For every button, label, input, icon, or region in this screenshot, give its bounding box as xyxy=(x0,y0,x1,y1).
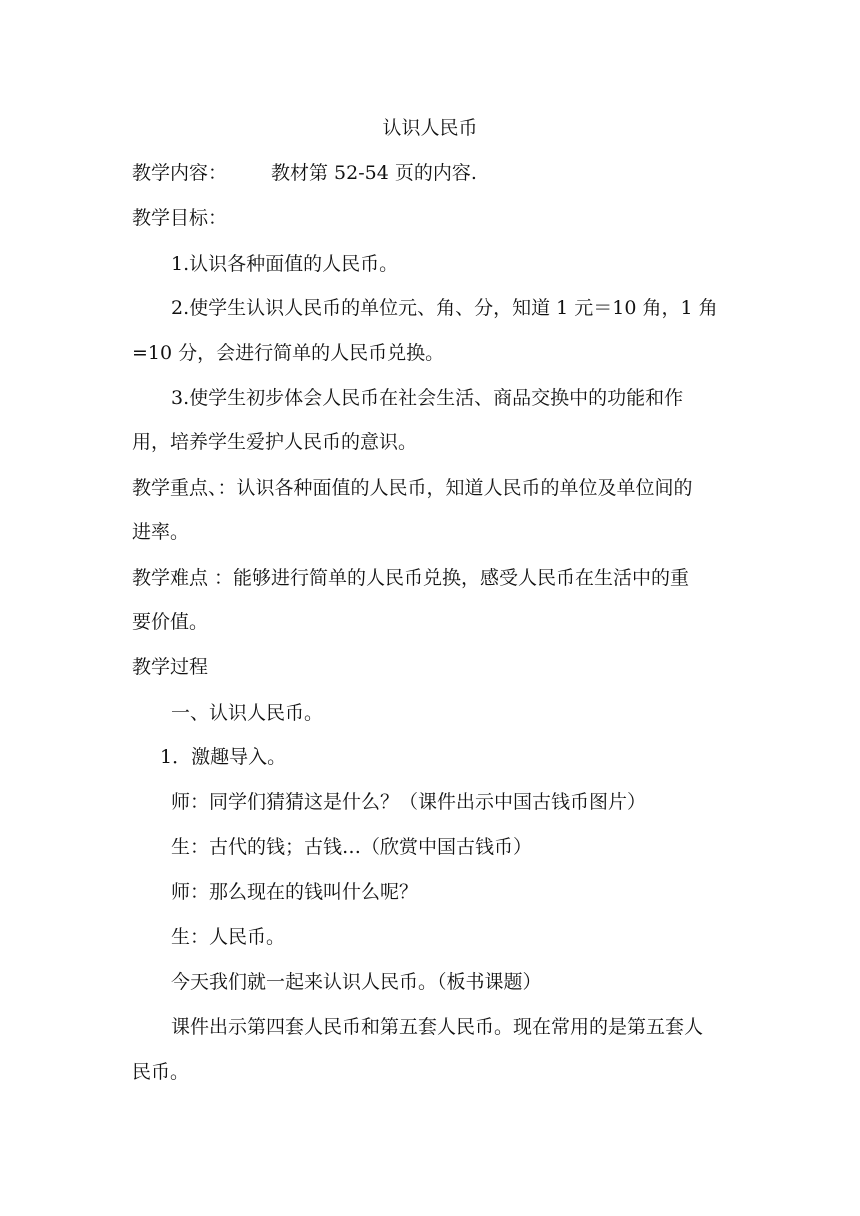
teaching-content-row xyxy=(132,161,477,185)
step-1-heading: 1．激趣导入。 xyxy=(160,746,287,768)
objectives-heading: 教学目标： xyxy=(132,207,228,229)
section-1-heading: 一、认识人民币。 xyxy=(171,702,324,724)
objective-item-3-line-2: 用，培养学生爱护人民币的意识。 xyxy=(132,431,418,453)
difficulties-line-1: 教学难点 ：能够进行简单的人民币兑换，感受人民币在生活中的重 xyxy=(132,567,690,589)
teaching-content-label: 教学内容： xyxy=(132,162,228,184)
key-points-line-1: 教学重点、：认识各种面值的人民币，知道人民币的单位及单位间的 xyxy=(132,477,693,499)
dialog-line-4: 生：人民币。 xyxy=(171,926,286,948)
process-heading: 教学过程 xyxy=(132,656,209,678)
courseware-line-1: 课件出示第四套人民币和第五套人民币。现在常用的是第五套人 xyxy=(171,1016,704,1038)
dialog-line-3: 师：那么现在的钱叫什么呢？ xyxy=(171,881,419,903)
objective-item-2-line-2: =10 分，会进行简单的人民币兑换。 xyxy=(132,342,445,364)
courseware-line-2: 民币。 xyxy=(132,1061,190,1083)
objective-item-1: 1.认识各种面值的人民币。 xyxy=(171,253,399,275)
dialog-line-2: 生：古代的钱；古钱…（欣赏中国古钱币） xyxy=(171,836,533,858)
dialog-line-1: 师：同学们猜猜这是什么？（课件出示中国古钱币图片） xyxy=(171,791,647,813)
key-points-line-2: 进率。 xyxy=(132,521,190,543)
objective-item-3-line-1: 3.使学生初步体会人民币在社会生活、商品交换中的功能和作 xyxy=(171,387,684,409)
teaching-content-value: 教材第 52-54 页的内容. xyxy=(271,162,477,184)
difficulties-line-2: 要价值。 xyxy=(132,611,209,633)
page-title: 认识人民币 xyxy=(382,117,478,139)
objective-item-2-line-1: 2.使学生认识人民币的单位元、角、分，知道 1 元＝10 角，1 角 xyxy=(171,297,718,319)
today-line: 今天我们就一起来认识人民币。（板书课题） xyxy=(171,971,542,993)
